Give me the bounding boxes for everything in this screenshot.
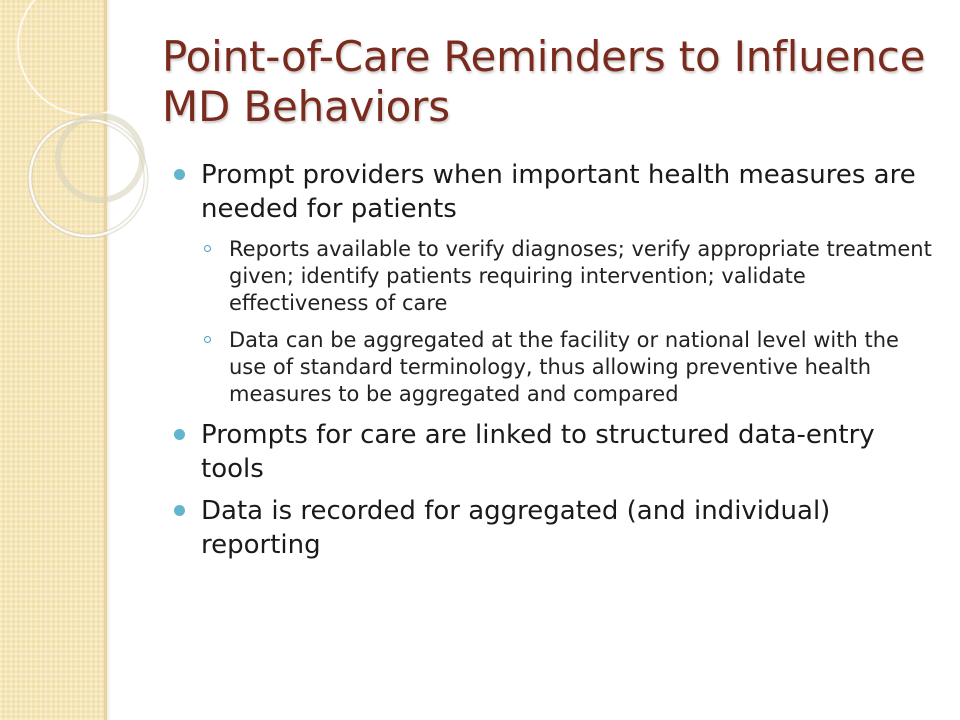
bullet-list bbox=[174, 158, 934, 570]
sub-bullet-text: Data can be aggregated at the facility or national level with the use of standard terminology, thus allowing preventive health measures to be aggregated and compared bbox=[229, 328, 899, 406]
bullet-dot-icon bbox=[174, 429, 185, 440]
ring-bullet-icon bbox=[204, 336, 211, 343]
decor-ring-large bbox=[18, 0, 158, 115]
decor-ring-medium bbox=[30, 120, 146, 236]
sub-bullet-text: Reports available to verify diagnoses; verify appropriate treatment given; identify patients requiring intervention; validate effectiveness of care bbox=[229, 237, 932, 315]
slide-title: Point-of-Care Reminders to Influence MD Behaviors bbox=[162, 32, 926, 131]
bullet-dot-icon bbox=[174, 505, 185, 516]
sub-bullet-item bbox=[201, 236, 934, 317]
bullet-item bbox=[174, 494, 934, 562]
bullet-item bbox=[174, 158, 934, 408]
sub-bullet-list bbox=[201, 236, 934, 408]
sub-bullet-item bbox=[201, 327, 934, 408]
bullet-text: Prompts for care are linked to structured data-entry tools bbox=[201, 420, 875, 484]
ring-bullet-icon bbox=[204, 245, 211, 252]
decor-ring-small bbox=[58, 116, 142, 200]
bullet-item bbox=[174, 418, 934, 486]
bullet-text: Data is recorded for aggregated (and individual) reporting bbox=[201, 496, 831, 560]
bullet-dot-icon bbox=[174, 169, 185, 180]
bullet-text: Prompt providers when important health measures are needed for patients bbox=[201, 160, 916, 224]
